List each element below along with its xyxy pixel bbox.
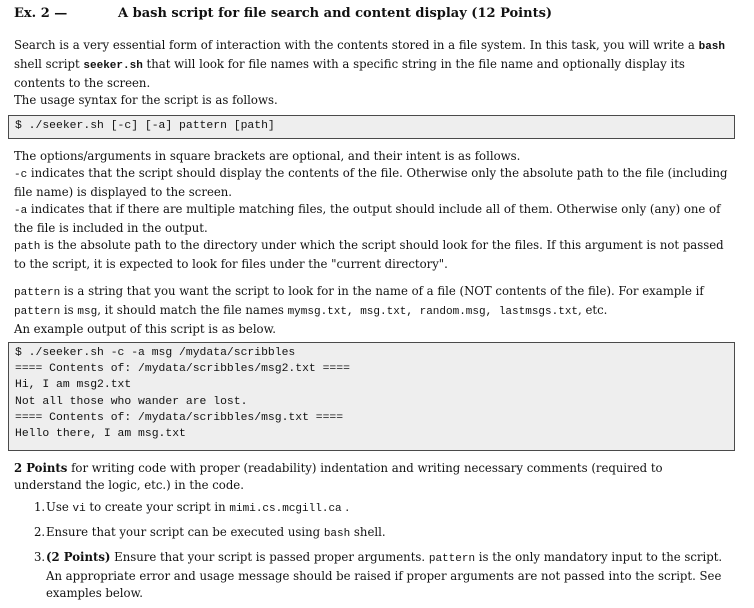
intro-code-bash: bash — [698, 41, 726, 53]
pattern-paragraph — [14, 283, 732, 338]
option-c-text: indicates that the script should display the contents of the file. Otherwise only the absolute path to the file (including file name) is displayed to the screen. — [14, 166, 728, 199]
list-item-number: 3. — [34, 550, 46, 564]
pattern-name-2: pattern — [14, 306, 61, 318]
list-item-text: Ensure that your script is passed proper arguments. — [110, 550, 429, 564]
pattern-text-3: , it should match the file names — [97, 303, 288, 317]
list-item-number: 1. — [34, 500, 46, 514]
exercise-heading — [14, 5, 744, 23]
option-a-flag: -a — [14, 205, 28, 217]
example-code-line: Not all those who wander are lost. — [15, 395, 248, 408]
example-intro: An example output of this script is as below. — [14, 322, 276, 336]
exercise-number: Ex. 2 — — [14, 6, 68, 21]
intro-code-script: seeker.sh — [83, 60, 143, 72]
option-path-name: path — [14, 241, 41, 253]
option-path-text: is the absolute path to the directory under which the script should look for the files. If this argument is not passed to the script, it is expected to look for files under the "current directory". — [14, 238, 724, 271]
intro-text-3: The usage syntax for the script is as follows. — [14, 93, 278, 107]
pattern-text-1: is a string that you want the script to look for in the name of a file (NOT contents of the file). For example if — [60, 284, 704, 298]
list-item — [14, 499, 732, 518]
example-code-line: Hello there, I am msg.txt — [15, 428, 186, 441]
points-text: for writing code with proper (readability) indentation and writing necessary comments (required to understand the logic, etc.) in the code. — [14, 461, 663, 492]
list-item-text: Use — [46, 500, 73, 514]
requirements-list — [14, 499, 732, 608]
example-code-line: ==== Contents of: /mydata/scribbles/msg.txt ==== — [15, 411, 344, 424]
option-a-text: indicates that if there are multiple matching files, the output should include all of them. Otherwise only (any) one of the file is included in the output. — [14, 202, 721, 235]
points-paragraph — [14, 460, 732, 494]
exercise-title: A bash script for file search and content display (12 Points) — [118, 6, 553, 21]
list-item-code: pattern — [428, 553, 476, 565]
pattern-msg: msg — [77, 306, 98, 318]
list-item-text: to create your script in — [85, 500, 230, 514]
example-code-line: $ ./seeker.sh -c -a msg /mydata/scribbles — [15, 347, 296, 359]
usage-code-block: $ ./seeker.sh [-c] [-a] pattern [path] — [8, 115, 735, 139]
list-item — [14, 549, 732, 602]
options-paragraph — [14, 148, 732, 273]
list-item-code: vi — [72, 503, 86, 515]
option-c-flag: -c — [14, 169, 28, 181]
list-item-code: bash — [323, 528, 351, 540]
pattern-name: pattern — [14, 287, 61, 299]
list-item-text: shell. — [350, 525, 386, 539]
example-code-line: ==== Contents of: /mydata/scribbles/msg2.txt ==== — [15, 363, 350, 376]
list-item-number: 2. — [34, 525, 46, 539]
intro-paragraph — [14, 37, 732, 109]
list-item-text: Ensure that your script can be executed using — [46, 525, 324, 539]
list-item — [14, 524, 732, 543]
intro-text-2a: shell script — [14, 57, 84, 71]
pattern-files: mymsg.txt, msg.txt, random.msg, lastmsgs.txt — [287, 306, 579, 318]
pattern-text-4: , etc. — [578, 303, 608, 317]
list-item-bold: (2 Points) — [46, 550, 111, 564]
intro-text-1: Search is a very essential form of interaction with the contents stored in a file system. In this task, you will write a — [14, 38, 695, 52]
pattern-text-2: is — [60, 303, 78, 317]
points-bold: 2 Points — [14, 461, 68, 475]
list-item-text: . — [341, 500, 350, 514]
example-code-line: Hi, I am msg2.txt — [15, 379, 132, 392]
options-intro: The options/arguments in square brackets are optional, and their intent is as follows. — [14, 149, 521, 163]
example-code-block — [8, 342, 735, 451]
intro-text-2b: that will look for file names with a specific string in the file name and optionally display its contents to the screen. — [14, 57, 685, 90]
list-item-code: mimi.cs.mcgill.ca — [229, 503, 342, 515]
list-item-text: is the only mandatory input to the script. An appropriate error and usage message should be raised if proper arguments are not passed into the script. See examples below. — [46, 550, 723, 600]
